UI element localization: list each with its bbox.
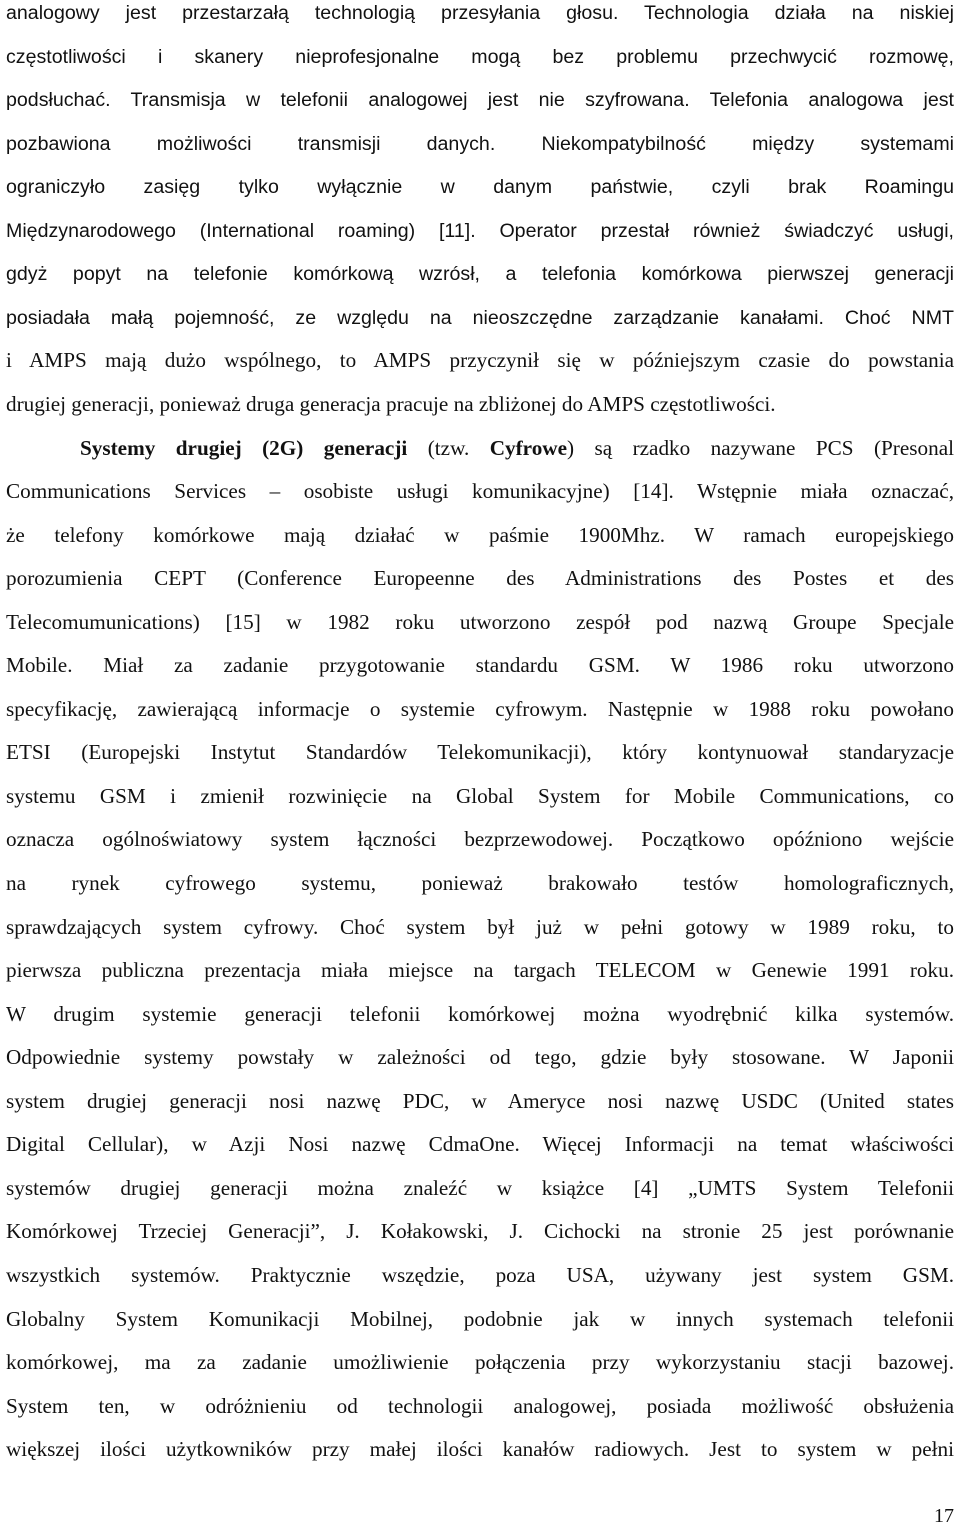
text-line xyxy=(6,1394,954,1437)
line-text: Globalny System Komunikacji Mobilnej, podobnie jak w innych systemach telefonii xyxy=(6,1306,954,1331)
text-line xyxy=(6,915,954,958)
text-line xyxy=(6,1045,954,1088)
text-line xyxy=(6,784,954,827)
text-line xyxy=(6,131,954,174)
line-text: systemu GSM i zmienił rozwinięcie na Global System for Mobile Communications, co xyxy=(6,783,954,808)
text-line xyxy=(6,87,954,130)
section-heading: Systemy drugiej (2G) generacji xyxy=(80,435,408,460)
line-text: drugiej generacji, ponieważ druga generacja pracuje na zbliżonej do AMPS częstotliwości. xyxy=(6,391,776,416)
text-line xyxy=(6,392,954,435)
line-text: Telecomumunications) [15] w 1982 roku utworzono zespół pod nazwą Groupe Specjale xyxy=(6,609,954,634)
line-text: Mobile. Miał za zadanie przygotowanie standardu GSM. W 1986 roku utworzono xyxy=(6,653,954,678)
text-line xyxy=(6,958,954,1001)
heading-text: (tzw. xyxy=(407,435,490,460)
line-text: częstotliwości i skanery nieprofesjonalne mogą bez problemu przechwycić rozmowę, xyxy=(6,45,954,68)
line-text: gdyż popyt na telefonie komórkową wzrósł, a telefonia komórkowa pierwszej generacji xyxy=(6,263,954,286)
line-text: analogowy jest przestarzałą technologią przesyłania głosu. Technologia działa na niskiej xyxy=(6,2,954,24)
text-line xyxy=(6,261,954,304)
line-text: ETSI (Europejski Instytut Standardów Telekomunikacji), który kontynuował standaryzacje xyxy=(6,740,954,765)
text-line xyxy=(6,697,954,740)
line-text: sprawdzających system cyfrowy. Choć system był już w pełni gotowy w 1989 roku, to xyxy=(6,914,954,939)
text-line xyxy=(6,610,954,653)
text-line xyxy=(6,479,954,522)
line-text: Komórkowej Trzeciej Generacji”, J. Kołakowski, J. Cichocki na stronie 25 jest porównanie xyxy=(6,1219,954,1244)
page-number: 17 xyxy=(934,1505,954,1527)
text-line xyxy=(6,827,954,870)
text-line xyxy=(6,348,954,391)
text-line xyxy=(6,871,954,914)
text-line xyxy=(6,566,954,609)
line-text: Digital Cellular), w Azji Nosi nazwę CdmaOne. Więcej Informacji na temat właściwości xyxy=(6,1132,954,1157)
line-text: Odpowiednie systemy powstały w zależności od tego, gdzie były stosowane. W Japonii xyxy=(6,1045,954,1070)
line-text: system drugiej generacji nosi nazwę PDC, w Ameryce nosi nazwę USDC (United states xyxy=(6,1088,954,1113)
line-text: na rynek cyfrowego systemu, ponieważ brakowało testów homolograficznych, xyxy=(6,871,954,895)
line-text: systemów drugiej generacji można znaleźć w książce [4] „UMTS System Telefonii xyxy=(6,1175,954,1200)
text-line xyxy=(6,174,954,217)
line-text: Międzynarodowego (International roaming) [11]. Operator przestał również świadczyć usługi, xyxy=(6,219,954,242)
line-text: ograniczyło zasięg tylko wyłącznie w danym państwie, czyli brak Roamingu xyxy=(6,176,954,199)
line-text: komórkowej, ma za zadanie umożliwienie połączenia przy wykorzystaniu stacji bazowej. xyxy=(6,1350,954,1375)
line-text: podsłuchać. Transmisja w telefonii analogowej jest nie szyfrowana. Telefonia analogowa jest xyxy=(6,89,954,112)
text-line xyxy=(6,523,954,566)
text-line xyxy=(6,44,954,87)
line-text: pierwsza publiczna prezentacja miała miejsce na targach TELECOM w Genewie 1991 roku. xyxy=(6,958,954,983)
text-line xyxy=(80,436,954,479)
line-text: wszystkich systemów. Praktycznie wszędzie, poza USA, używany jest system GSM. xyxy=(6,1262,954,1287)
text-line xyxy=(6,1350,954,1393)
text-line xyxy=(6,1089,954,1132)
text-line xyxy=(6,305,954,348)
text-line xyxy=(6,740,954,783)
line-text: i AMPS mają dużo wspólnego, to AMPS przyczynił się w późniejszym czasie do powstania xyxy=(6,348,954,373)
text-line xyxy=(6,1263,954,1306)
line-text: że telefony komórkowe mają działać w paśmie 1900Mhz. W ramach europejskiego xyxy=(6,522,954,547)
line-text: posiadała małą pojemność, ze względu na nieoszczędne zarządzanie kanałami. Choć NMT xyxy=(6,306,954,329)
line-text: pozbawiona możliwości transmisji danych. Niekompatybilność między systemami xyxy=(6,132,954,155)
line-text: W drugim systemie generacji telefonii komórkowej można wyodrębnić kilka systemów. xyxy=(6,1001,954,1026)
text-line xyxy=(6,1437,954,1480)
text-line xyxy=(6,653,954,696)
text-line xyxy=(6,0,954,43)
line-text: Communications Services – osobiste usługi komunikacyjne) [14]. Wstępnie miała oznaczać, xyxy=(6,479,954,504)
text-line xyxy=(6,1132,954,1175)
text-line xyxy=(6,1002,954,1045)
line-text: oznacza ogólnoświatowy system łączności bezprzewodowej. Początkowo opóźniono wejście xyxy=(6,827,954,852)
line-text: System ten, w odróżnieniu od technologii analogowej, posiada możliwość obsłużenia xyxy=(6,1393,954,1418)
heading-text: ) są rzadko nazywane PCS (Presonal xyxy=(567,435,954,460)
line-text: większej ilości użytkowników przy małej ilości kanałów radiowych. Jest to system w pełni xyxy=(6,1437,954,1462)
text-line xyxy=(6,1219,954,1262)
text-line xyxy=(6,218,954,261)
text-line xyxy=(6,1176,954,1219)
text-line xyxy=(6,1307,954,1350)
line-text: specyfikację, zawierającą informacje o systemie cyfrowym. Następnie w 1988 roku powołano xyxy=(6,696,954,721)
heading-emphasis: Cyfrowe xyxy=(489,435,568,460)
line-text: porozumienia CEPT (Conference Europeenne des Administrations des Postes et des xyxy=(6,566,954,591)
